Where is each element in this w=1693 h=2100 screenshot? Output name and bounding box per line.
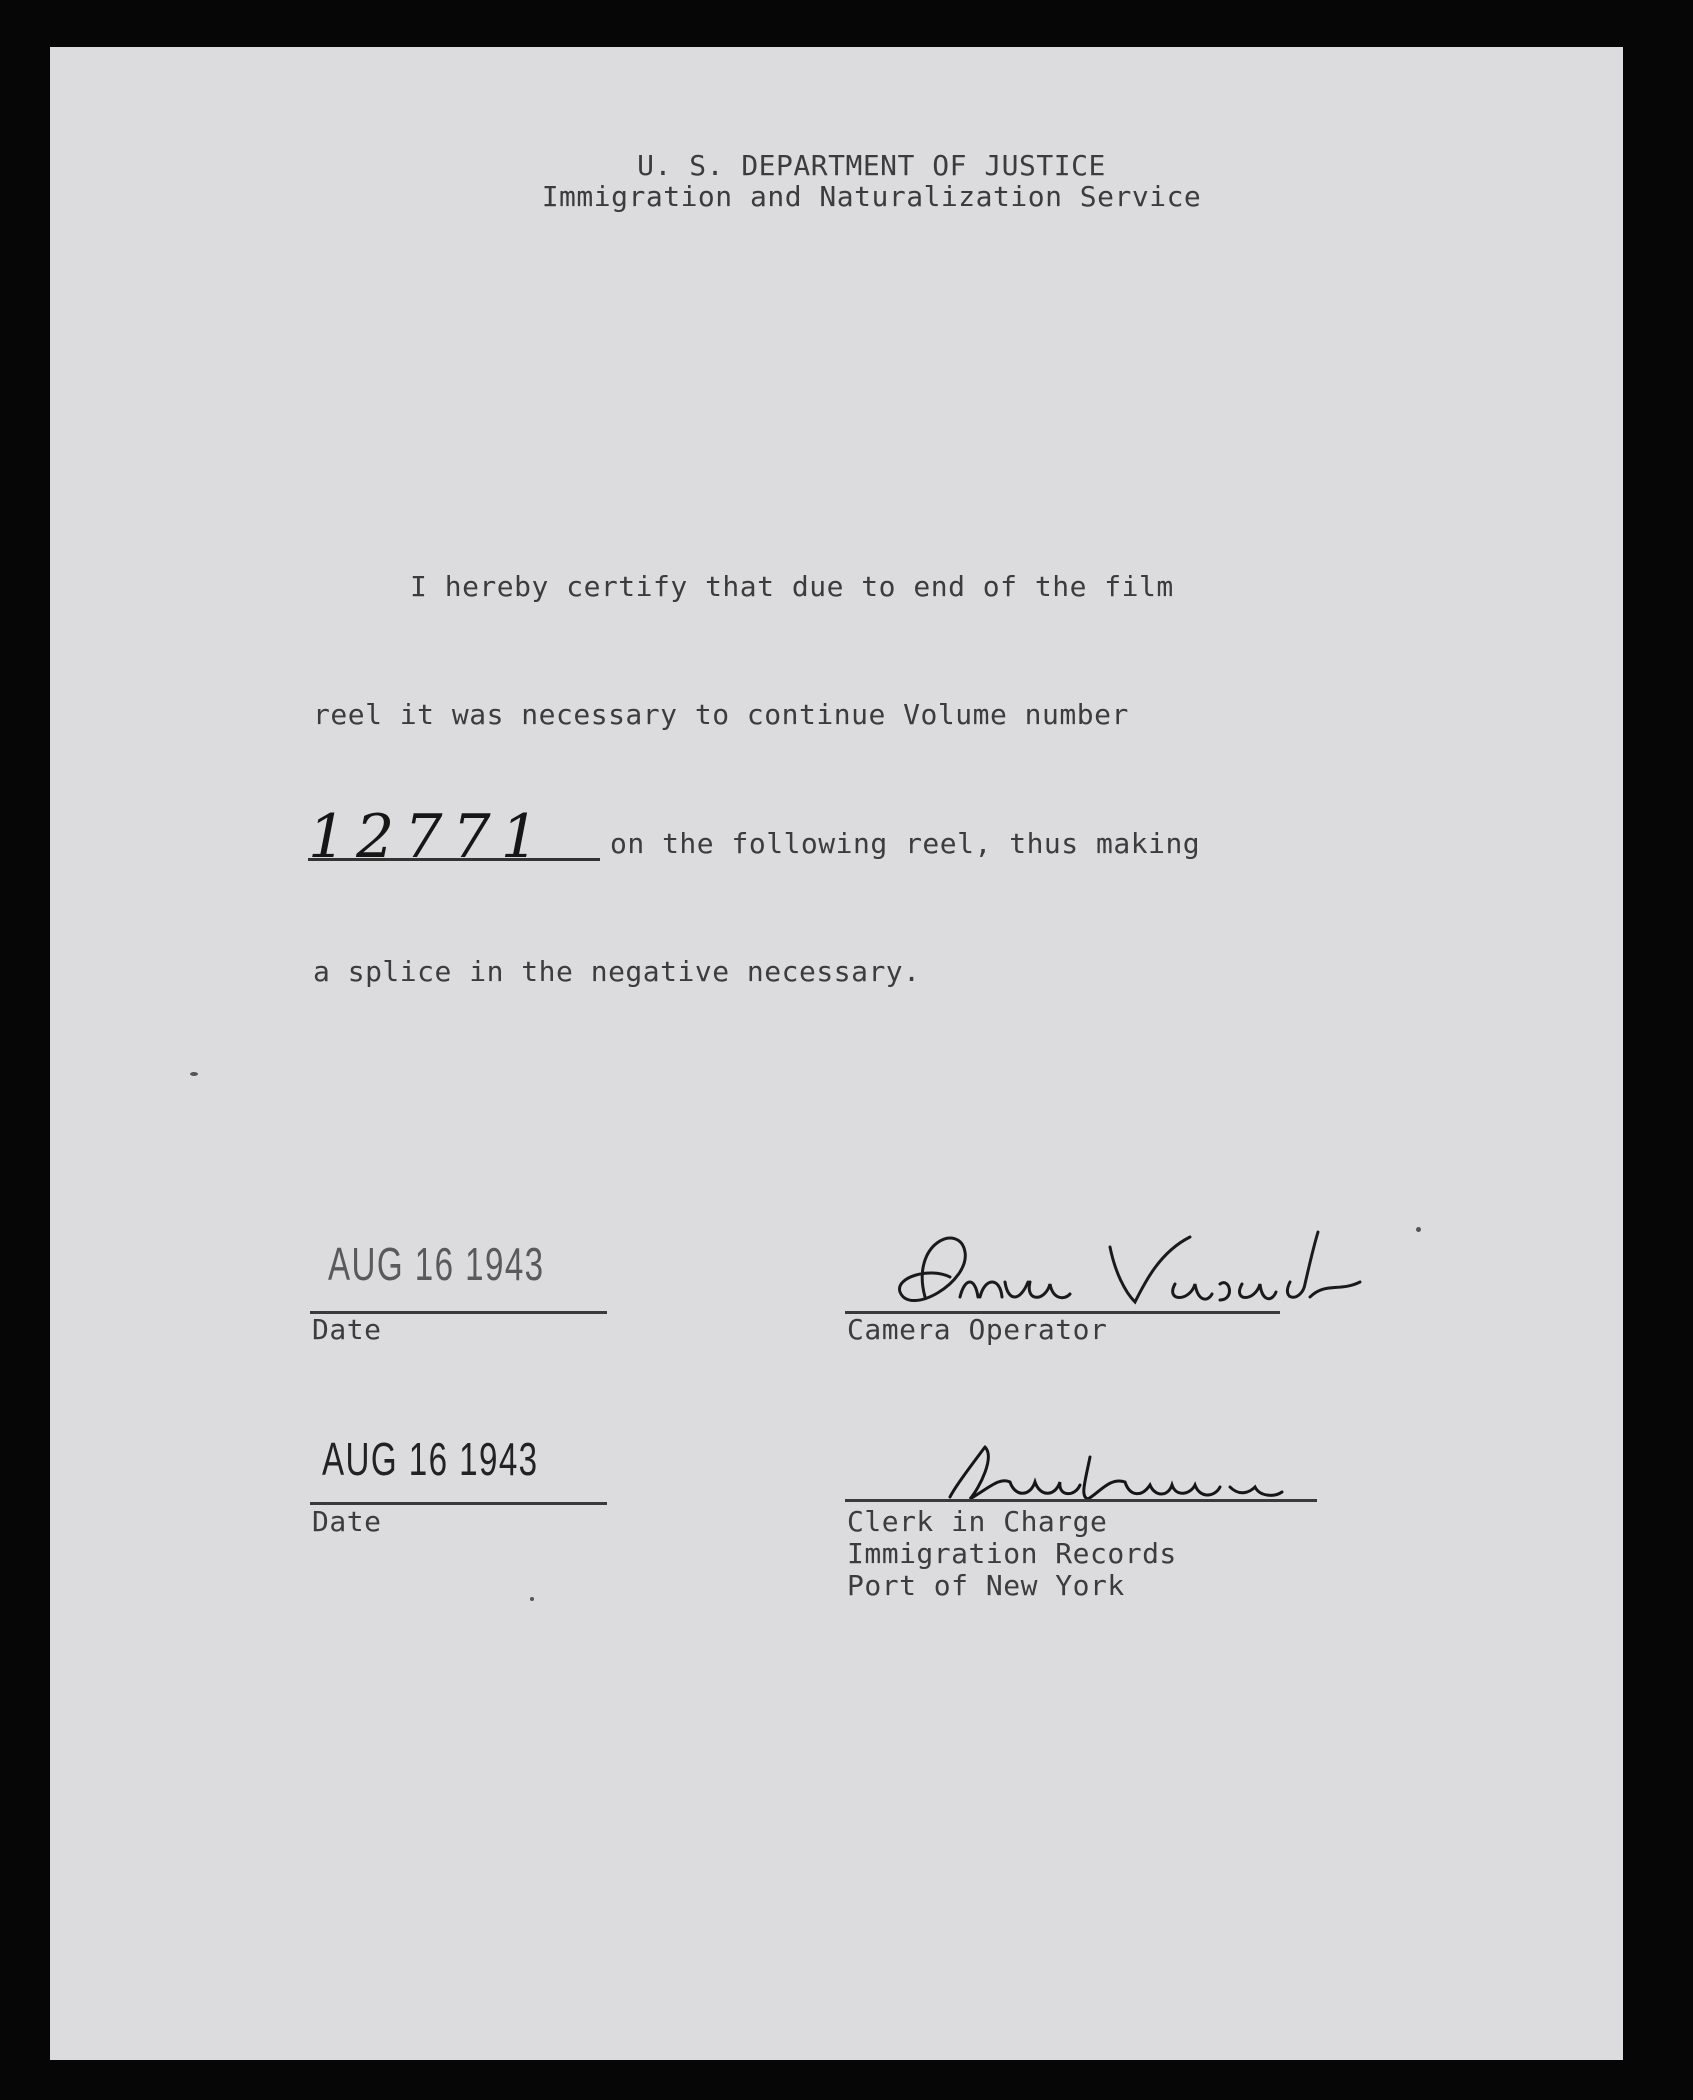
department-heading: U. S. DEPARTMENT OF JUSTICE	[637, 149, 1106, 182]
volume-number-handwritten: 12771	[308, 802, 549, 872]
volume-number-underline	[308, 858, 600, 861]
document-page	[50, 47, 1623, 2060]
clerk-title: Clerk in Charge	[847, 1505, 1108, 1538]
certification-line-3: on the following reel, thus making	[610, 827, 1201, 860]
clerk-location: Port of New York	[847, 1569, 1125, 1602]
speck	[1416, 1227, 1421, 1232]
certification-line-2: reel it was necessary to continue Volume number	[313, 698, 1129, 731]
clerk-department: Immigration Records	[847, 1537, 1177, 1570]
speck	[190, 1072, 198, 1076]
camera-operator-label: Camera Operator	[847, 1313, 1108, 1346]
date-stamp-1: AUG 16 1943	[328, 1238, 545, 1290]
clerk-signature	[910, 1427, 1370, 1517]
date-1-label: Date	[312, 1313, 382, 1346]
service-heading: Immigration and Naturalization Service	[541, 180, 1202, 213]
certification-line-4: a splice in the negative necessary.	[313, 955, 921, 988]
speck	[530, 1597, 534, 1601]
certification-line-1: I hereby certify that due to end of the film	[410, 570, 1174, 603]
date-stamp-2: AUG 16 1943	[322, 1433, 539, 1485]
clerk-rule	[845, 1499, 1317, 1502]
date-2-label: Date	[312, 1505, 382, 1538]
